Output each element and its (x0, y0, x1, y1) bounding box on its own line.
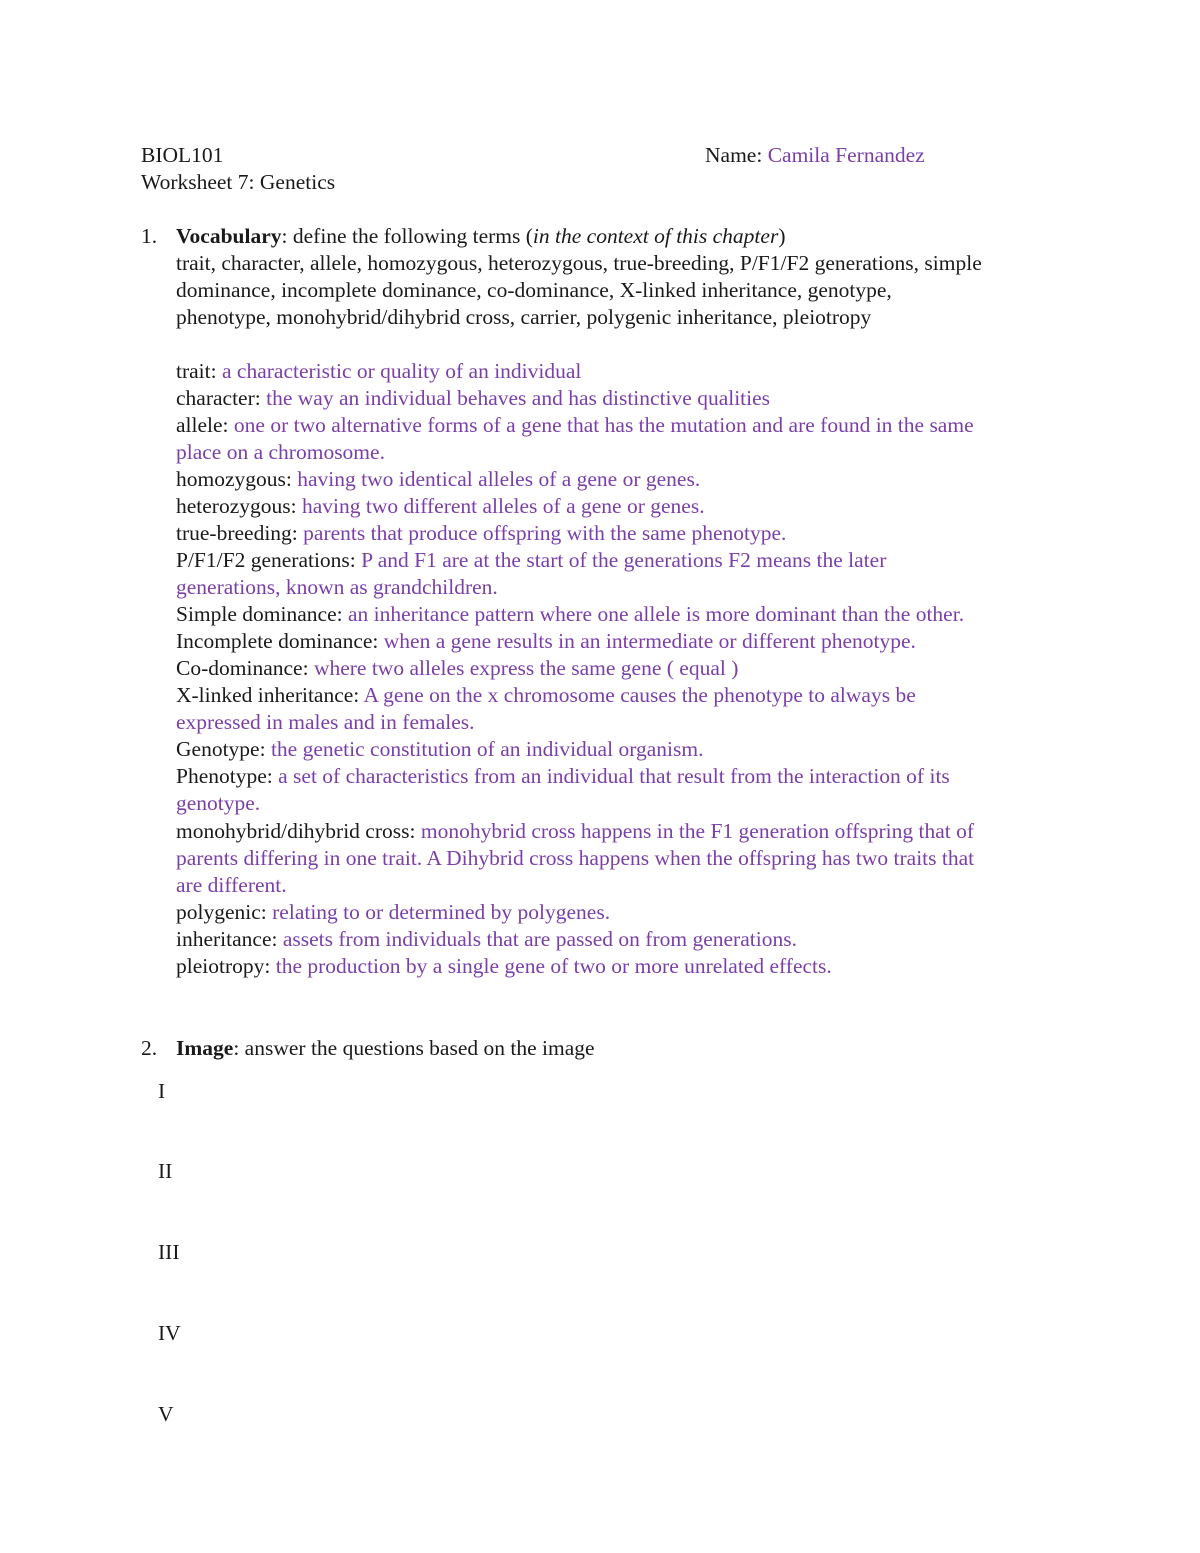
definition-term: allele: (176, 413, 229, 437)
q1-prompt-italic: in the context of this chapter (532, 224, 779, 248)
definition-term: P/F1/F2 generations: (176, 548, 356, 572)
definition-inheritance (176, 926, 797, 953)
definition-text: parents that produce offspring with the same phenotype. (297, 521, 787, 545)
definition-term: monohybrid/dihybrid cross: (176, 819, 416, 843)
q1-prompt-pre: : define the following terms ( (281, 224, 533, 248)
definition-cross (176, 818, 974, 845)
definition-term: true-breeding: (176, 521, 298, 545)
definition-term: Genotype: (176, 737, 266, 761)
definition-heterozygous (176, 493, 705, 520)
definition-allele (176, 412, 974, 439)
definition-text: a characteristic or quality of an individual (216, 359, 582, 383)
definition-text: assets from individuals that are passed on from generations. (277, 927, 797, 951)
definition-term: Simple dominance: (176, 602, 343, 626)
definition-text: genotype. (176, 791, 261, 815)
definition-simple-dominance (176, 601, 964, 628)
roman-numeral-ii: II (158, 1159, 173, 1183)
definition-term: polygenic: (176, 900, 267, 924)
definition-incomplete-dominance (176, 628, 916, 655)
definition-trait (176, 358, 581, 385)
definition-term: trait: (176, 359, 217, 383)
definition-text: the genetic constitution of an individual organism. (265, 737, 704, 761)
definition-text: monohybrid cross happens in the F1 generation offspring that of (415, 819, 974, 843)
definition-text: having two different alleles of a gene or genes. (296, 494, 705, 518)
worksheet-title: Worksheet 7: Genetics (141, 170, 336, 194)
definition-homozygous (176, 466, 700, 493)
definition-text: when a gene results in an intermediate or different phenotype. (378, 629, 916, 653)
definition-text: having two identical alleles of a gene or genes. (291, 467, 701, 491)
definition-term: inheritance: (176, 927, 278, 951)
definition-x-linked (176, 682, 916, 709)
definition-term: Co-dominance: (176, 656, 309, 680)
q2-prompt-text: : answer the questions based on the image (233, 1036, 595, 1060)
roman-numeral-iv: IV (158, 1321, 181, 1345)
definition-true-breeding (176, 520, 786, 547)
roman-numeral-v: V (158, 1402, 174, 1426)
definition-text: relating to or determined by polygenes. (266, 900, 611, 924)
definition-genotype (176, 736, 703, 763)
q1-prompt (176, 223, 785, 250)
q1-title: Vocabulary (176, 224, 282, 248)
definition-co-dominance (176, 655, 738, 682)
definition-text: the way an individual behaves and has distinctive qualities (260, 386, 771, 410)
definition-text: place on a chromosome. (176, 440, 385, 464)
q1-number: 1. (141, 224, 158, 248)
name-label: Name: (705, 143, 763, 167)
terms-line: trait, character, allele, homozygous, heterozygous, true-breeding, P/F1/F2 generations, simple (176, 251, 982, 275)
definition-character (176, 385, 770, 412)
q2-title: Image (176, 1036, 234, 1060)
q2-prompt (176, 1035, 595, 1062)
q1-prompt-post: ) (778, 224, 786, 248)
name-line (705, 142, 925, 169)
definition-phenotype (176, 763, 950, 790)
definition-text: P and F1 are at the start of the generations F2 means the later (355, 548, 887, 572)
definition-term: X-linked inheritance: (176, 683, 360, 707)
course-code: BIOL101 (141, 143, 224, 167)
definition-term: heterozygous: (176, 494, 297, 518)
definition-text: expressed in males and in females. (176, 710, 475, 734)
definition-generations (176, 547, 886, 574)
definition-term: homozygous: (176, 467, 292, 491)
definition-text: where two alleles express the same gene ( equal ) (308, 656, 739, 680)
definition-term: Phenotype: (176, 764, 273, 788)
definition-text: an inheritance pattern where one allele is more dominant than the other. (342, 602, 965, 626)
definition-text: A gene on the x chromosome causes the phenotype to always be (359, 683, 916, 707)
definition-term: Incomplete dominance: (176, 629, 379, 653)
definition-pleiotropy (176, 953, 832, 980)
definition-text: a set of characteristics from an individual that result from the interaction of its (272, 764, 950, 788)
roman-numeral-i: I (158, 1079, 166, 1103)
definition-polygenic (176, 899, 610, 926)
definition-text: generations, known as grandchildren. (176, 575, 498, 599)
q2-number: 2. (141, 1036, 158, 1060)
definition-term: pleiotropy: (176, 954, 271, 978)
terms-line: dominance, incomplete dominance, co-dominance, X-linked inheritance, genotype, (176, 278, 892, 302)
definition-text: one or two alternative forms of a gene that has the mutation and are found in the same (228, 413, 974, 437)
definition-text: the production by a single gene of two or more unrelated effects. (270, 954, 832, 978)
student-name: Camila Fernandez (767, 143, 925, 167)
roman-numeral-iii: III (158, 1240, 180, 1264)
terms-line: phenotype, monohybrid/dihybrid cross, carrier, polygenic inheritance, pleiotropy (176, 305, 872, 329)
definition-text: parents differing in one trait. A Dihybrid cross happens when the offspring has two traits that (176, 846, 975, 870)
definition-term: character: (176, 386, 261, 410)
definition-text: are different. (176, 873, 287, 897)
